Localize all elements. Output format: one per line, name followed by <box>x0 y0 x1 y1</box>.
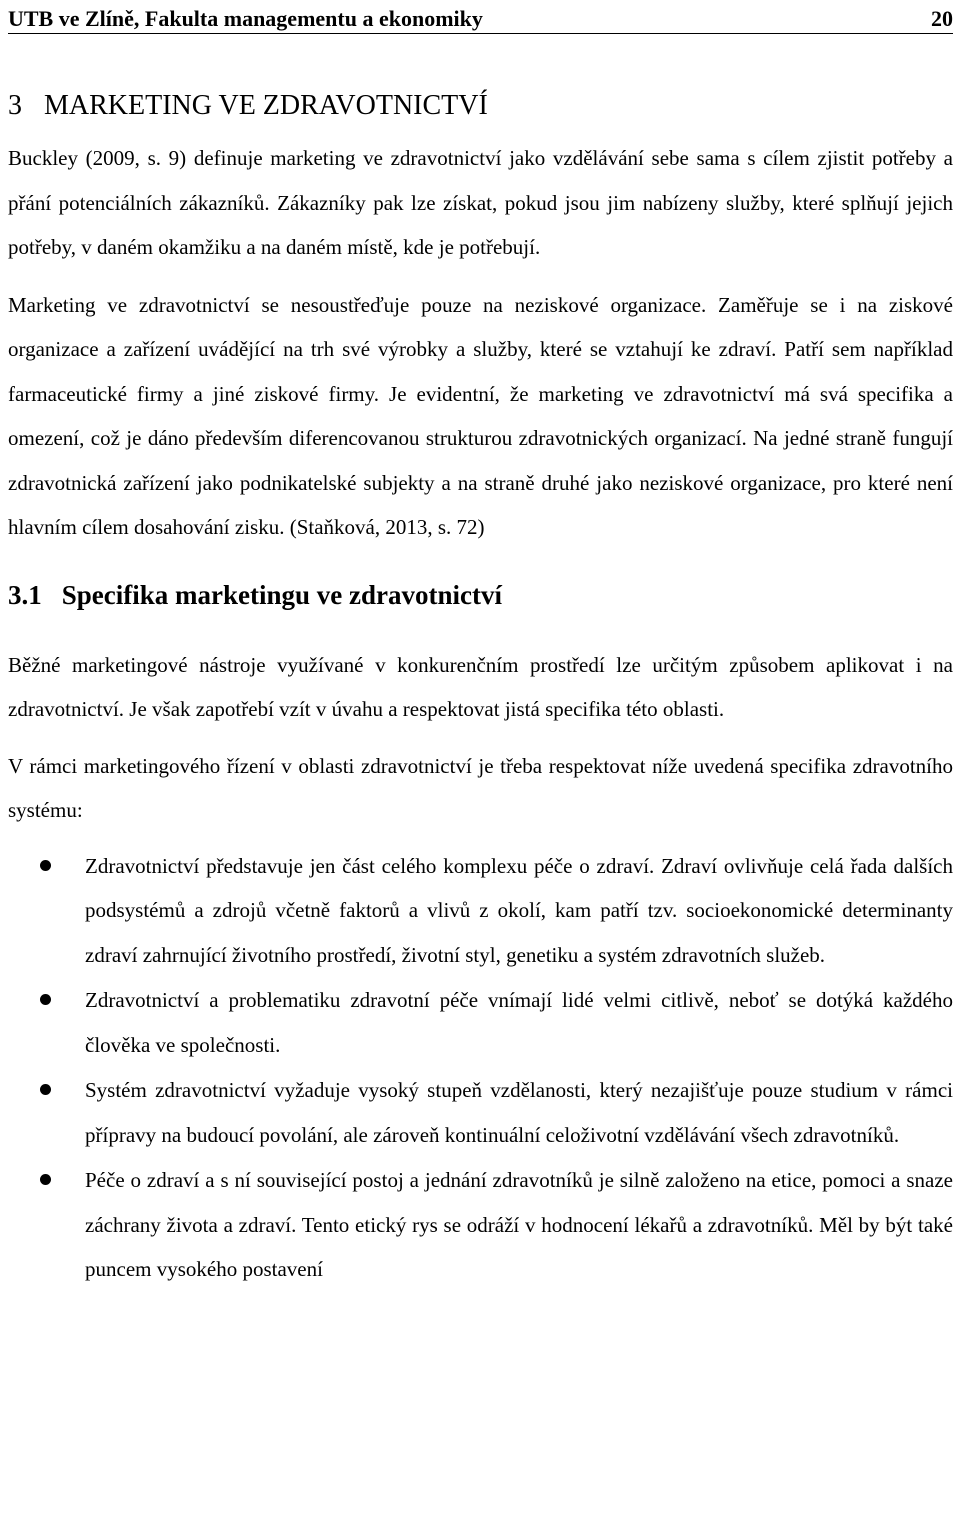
chapter-number: 3 <box>8 90 22 121</box>
chapter-heading <box>8 90 953 122</box>
list-item-text: Systém zdravotnictví vyžaduje vysoký stupeň vzdělanosti, který nezajišťuje pouze studium v rámci přípravy na budoucí povolání, ale zároveň kontinuální celoživotní vzdělávání všech zdravotníků. <box>85 1078 953 1147</box>
section-paragraph-2: V rámci marketingového řízení v oblasti zdravotnictví je třeba respektovat níže uvedená specifika zdravotního systému: <box>8 753 953 822</box>
chapter-title: MARKETING VE ZDRAVOTNICTVÍ <box>44 90 488 121</box>
section-paragraph-1: Běžné marketingové nástroje využívané v konkurenčním prostředí lze určitým způsobem aplikovat i na zdravotnictví. Je však zapotřebí vzít v úvahu a respektovat jistá specifika této oblasti. <box>8 652 953 721</box>
intro-paragraph-2: Marketing ve zdravotnictví se nesoustřeďuje pouze na neziskové organizace. Zaměřuje se i na ziskové organizace a zařízení uvádějící na trh své výrobky a služby, které se vztahují ke zdraví. Patří sem například farmaceutické firmy a jiné ziskové firmy. Je evidentní, že marketing ve zdravotnictví má svá specifika a omezení, což je dáno především diferencovanou strukturou zdravotnických organizací. Na jedné straně fungují zdravotnická zařízení jako podnikatelské subjekty a na straně druhé jako neziskové organizace, pro které není hlavním cílem dosahování zisku. (Staňková, 2013, s. 72) <box>8 292 953 539</box>
list-item <box>8 978 953 1067</box>
document-page <box>8 0 953 1293</box>
list-item-text: Zdravotnictví představuje jen část celého komplexu péče o zdraví. Zdraví ovlivňuje celá řada dalších podsystémů a zdrojů včetně faktorů a vlivů z okolí, kam patří tzv. socioekonomické determinanty zdraví zahrnující životního prostředí, životní styl, genetiku a systém zdravotních služeb. <box>85 853 953 967</box>
bullet-icon <box>40 1174 51 1185</box>
bullet-icon <box>40 994 51 1005</box>
section-number: 3.1 <box>8 579 42 610</box>
list-item <box>8 1068 953 1157</box>
list-item <box>8 1158 953 1292</box>
list-item <box>8 844 953 978</box>
header-page-number: 20 <box>931 6 953 31</box>
header-institution: UTB ve Zlíně, Fakulta managementu a ekonomiky <box>8 6 483 31</box>
bullet-icon <box>40 1084 51 1095</box>
bullet-icon <box>40 860 51 871</box>
intro-paragraph-1: Buckley (2009, s. 9) definuje marketing ve zdravotnictví jako vzdělávání sebe sama s cílem zjistit potřeby a přání potenciálních zákazníků. Zákazníky pak lze získat, pokud jsou jim nabízeny služby, které splňují jejich potřeby, v daném okamžiku a na daném místě, kde je potřebují. <box>8 146 953 259</box>
section-title: Specifika marketingu ve zdravotnictví <box>61 579 502 610</box>
page-header <box>8 0 953 34</box>
section-heading <box>8 578 953 612</box>
list-item-text: Péče o zdraví a s ní související postoj a jednání zdravotníků je silně založeno na etice, pomoci a snaze záchrany života a zdraví. Tento etický rys se odráží v hodnocení lékařů a zdravotníků. Měl by být také puncem vysokého postavení <box>85 1168 953 1281</box>
specifics-bullet-list <box>8 844 953 1292</box>
list-item-text: Zdravotnictví a problematiku zdravotní péče vnímají lidé velmi citlivě, neboť se dotýká každého člověka ve společnosti. <box>85 988 953 1057</box>
